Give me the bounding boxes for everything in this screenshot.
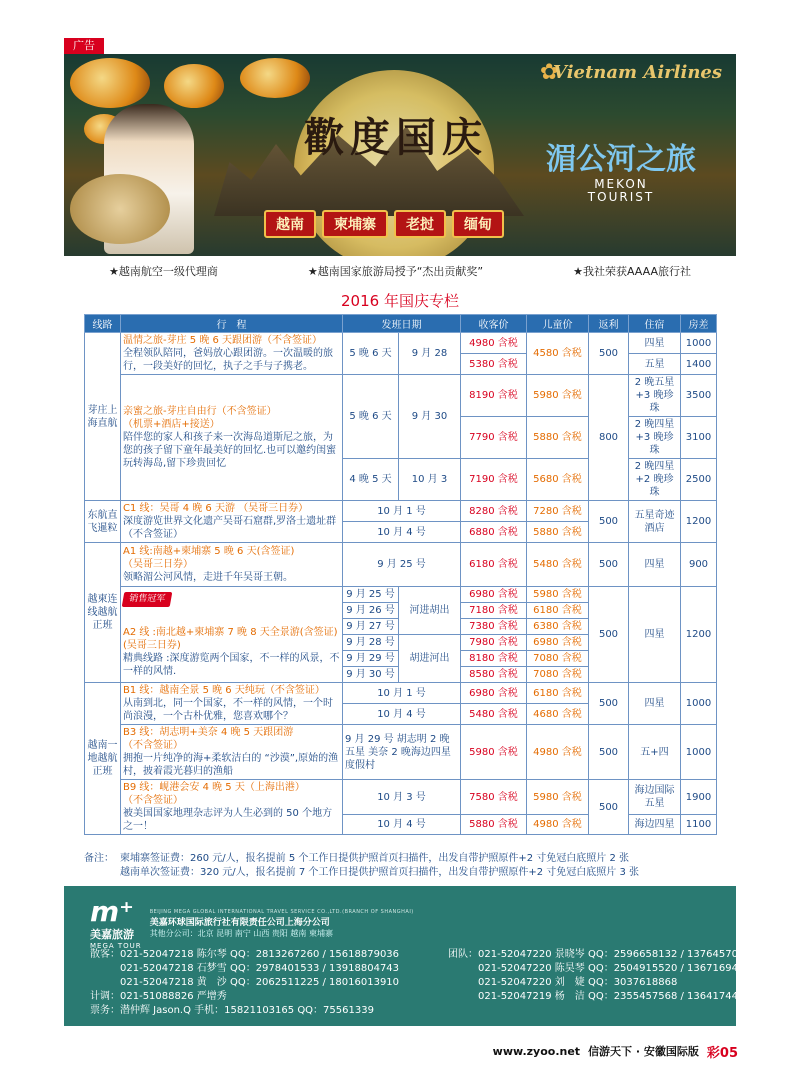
tour-title: A2 线 :南北越+柬埔寨 7 晚 8 天全景游(含签证) (吴哥三日券)	[123, 626, 338, 651]
destination-tabs	[264, 210, 504, 238]
child-price-cell: 5980 含税	[527, 375, 589, 417]
contacts-left	[90, 948, 399, 1018]
table-row	[85, 683, 717, 704]
room-diff-cell: 1400	[681, 354, 717, 375]
highlights-bar	[64, 256, 736, 286]
contacts-right	[448, 948, 757, 1004]
date-cell: 10 月 4 号	[343, 522, 461, 543]
child-price-cell: 4580 含税	[527, 333, 589, 375]
mekong-en2: TOURIST	[587, 190, 655, 204]
child-price-cell: 4680 含税	[527, 704, 589, 725]
nights-cell: 5 晚 6 天	[343, 375, 399, 459]
logo-mark: m⁺	[90, 895, 134, 928]
notes-line: 柬埔寨签证费：260 元/人，报名提前 5 个工作日提供护照首页扫描件，出发自带护照原件+2 寸免冠白底照片 2 张	[120, 853, 629, 864]
room-diff-cell: 1900	[681, 780, 717, 815]
price-cell: 8190 含税	[461, 375, 527, 417]
room-diff-cell: 1100	[681, 815, 717, 835]
tour-title: B9 线：岘港会安 4 晚 5 天（上海出港）	[123, 782, 305, 793]
tour-text: 全程领队陪同，爸妈放心跟团游。一次温暖的旅行，一段美好的回忆，执子之手与子携老。	[123, 348, 333, 372]
date-cell: 9 月 25 号	[343, 587, 399, 603]
price-cell: 5480 含税	[461, 704, 527, 725]
date-cell: 10 月 3	[399, 459, 461, 501]
price-cell: 7580 含税	[461, 780, 527, 815]
tour-text: 精典线路 :深度游览两个国家，不一样的风景，不一样的风情.	[123, 652, 340, 677]
tour-title: 温情之旅-芽庄 5 晚 6 天跟团游（不含签证）	[123, 335, 323, 346]
price-cell: 7790 含税	[461, 417, 527, 459]
route-dir-cell: 河进胡出	[399, 587, 461, 635]
slogan: 信游天下 · 安徽国际版	[588, 1045, 699, 1058]
lotus-icon: ✿	[540, 60, 559, 85]
price-cell: 7380 含税	[461, 619, 527, 635]
col-header: 住宿	[629, 315, 681, 333]
tour-title: B1 线：越南全景 5 晚 6 天纯玩（不含签证）	[123, 685, 325, 696]
mekong-cn: 湄公河之旅	[546, 142, 696, 177]
notes-line: 越南单次签证费：320 元/人，报名提前 7 个工作日提供护照首页扫描件，出发自带护照原件+2 寸免冠白底照片 3 张	[120, 867, 639, 878]
hotel-cell: 五星	[629, 354, 681, 375]
price-cell: 6980 含税	[461, 587, 527, 603]
table-row	[85, 375, 717, 417]
child-price-cell: 5480 含税	[527, 543, 589, 587]
contact-row: 计调：021-51088826 严增秀	[90, 991, 227, 1002]
highlight-item: ★越南航空一级代理商	[108, 265, 218, 278]
logo-sub: MEGA TOUR	[90, 942, 142, 950]
col-header: 行 程	[121, 315, 343, 333]
route-cell: 东航直飞暹粒	[85, 501, 121, 543]
rebate-cell: 500	[589, 725, 629, 780]
table-row	[85, 780, 717, 815]
tour-text: 拥抱一片纯净的海+柔软洁白的 “沙漠”,原始的渔村，披着霞光暮归的渔船	[123, 753, 339, 777]
price-cell: 7180 含税	[461, 603, 527, 619]
date-cell: 9 月 30 号	[343, 667, 399, 683]
table-row	[85, 501, 717, 522]
price-cell: 7190 含税	[461, 459, 527, 501]
child-price-cell: 5680 含税	[527, 459, 589, 501]
date-cell: 10 月 4 号	[343, 815, 461, 835]
room-diff-cell: 900	[681, 543, 717, 587]
date-cell: 10 月 4 号	[343, 704, 461, 725]
tour-sub: （机票+酒店+接送）	[123, 419, 220, 430]
date-cell: 9 月 25 号	[343, 543, 461, 587]
child-price-cell: 5980 含税	[527, 587, 589, 603]
tour-table	[84, 314, 717, 835]
date-cell: 9 月 28 号	[343, 635, 399, 651]
tour-desc	[121, 543, 343, 587]
company-branches: 其他分公司：北京 昆明 南宁 山西 贵阳 越南 柬埔寨	[149, 929, 333, 938]
contact-row: 021-52047220 刘 婕 QQ：3037618868	[448, 977, 678, 988]
table-header-row	[85, 315, 717, 333]
route-dir-cell: 胡进河出	[399, 635, 461, 683]
child-price-cell: 5980 含税	[527, 780, 589, 815]
child-price-cell: 5880 含税	[527, 417, 589, 459]
hero-banner	[64, 54, 736, 256]
tour-text: 深度游览世界文化遗产吴哥石窟群,罗洛士遗址群 （不含签证）	[123, 516, 337, 540]
airline-logo: Vietnam Airlines	[553, 62, 722, 83]
child-price-cell: 7080 含税	[527, 667, 589, 683]
child-price-cell: 7280 含税	[527, 501, 589, 522]
tour-sub: （吴哥三日券）	[123, 559, 193, 570]
table-row	[85, 587, 717, 603]
price-cell: 4980 含税	[461, 333, 527, 354]
child-price-cell: 4980 含税	[527, 815, 589, 835]
dest-myanmar: 缅甸	[452, 210, 504, 238]
child-price-cell: 6980 含税	[527, 635, 589, 651]
price-cell: 5380 含税	[461, 354, 527, 375]
price-cell: 6980 含税	[461, 683, 527, 704]
rebate-cell: 500	[589, 780, 629, 835]
room-diff-cell: 3100	[681, 417, 717, 459]
rebate-cell: 800	[589, 375, 629, 501]
date-cell: 9 月 30	[399, 375, 461, 459]
notes	[84, 852, 724, 880]
ad-tag: 广告	[64, 38, 104, 54]
room-diff-cell: 3500	[681, 375, 717, 417]
mekong-en1: MEKON	[594, 177, 648, 191]
lantern-graphic	[70, 58, 150, 108]
col-header: 收客价	[461, 315, 527, 333]
room-diff-cell: 1200	[681, 587, 717, 683]
tour-text: 领略湄公河风情，走进千年吴哥王朝。	[123, 572, 293, 583]
tour-title: A1 线:南越+柬埔寨 5 晚 6 天(含签证)	[123, 546, 295, 557]
tour-desc	[121, 725, 343, 780]
hotel-cell: 2 晚四星 +2 晚珍珠	[629, 459, 681, 501]
company-en: BEIJING MEGA GLOBAL INTERNATIONAL TRAVEL SERVICE CO.,LTD.(BRANCH OF SHANGHAI)	[149, 909, 414, 915]
hotel-cell: 四星	[629, 543, 681, 587]
price-cell: 5880 含税	[461, 815, 527, 835]
highlight-item: ★越南国家旅游局授予“杰出贡献奖”	[307, 265, 484, 278]
tour-desc	[121, 780, 343, 835]
tour-desc	[121, 501, 343, 543]
child-price-cell: 6180 含税	[527, 603, 589, 619]
room-diff-cell: 2500	[681, 459, 717, 501]
tour-title: 亲蜜之旅-芽庄自由行（不含签证）	[123, 406, 277, 417]
child-price-cell: 4980 含税	[527, 725, 589, 780]
contact-row: 021-52047218 石梦雪 QQ：2978401533 / 13918804743	[90, 963, 400, 974]
highlight-item: ★我社荣获AAAA旅行社	[573, 265, 691, 278]
contact-row: 散客：021-52047218 陈尔琴 QQ：2813267260 / 15618879036	[90, 949, 400, 960]
page-number: 彩05	[706, 1045, 738, 1061]
hotel-cell: 2 晚五星 +3 晚珍珠	[629, 375, 681, 417]
tour-desc	[121, 683, 343, 725]
contact-row: 021-52047220 陈昊琴 QQ：2504915520 / 13671694155	[448, 963, 758, 974]
tour-text: 从南到北，同一个国家，不一样的风情，一个时尚浪漫，一个古朴优雅，您喜欢哪个？	[123, 698, 333, 722]
date-cell: 10 月 1 号	[343, 501, 461, 522]
child-price-cell: 7080 含税	[527, 651, 589, 667]
price-cell: 8180 含税	[461, 651, 527, 667]
lantern-graphic	[240, 58, 310, 98]
date-cell: 9 月 29 号 胡志明 2 晚五星 美奈 2 晚海边四星度假村	[343, 725, 461, 780]
dest-cambodia: 柬埔寨	[322, 210, 388, 238]
nights-cell: 5 晚 6 天	[343, 333, 399, 375]
hotel-cell: 海边国际五星	[629, 780, 681, 815]
rebate-cell: 500	[589, 501, 629, 543]
hotel-cell: 四星	[629, 587, 681, 683]
table-row	[85, 543, 717, 587]
hotel-cell: 海边四星	[629, 815, 681, 835]
hotel-cell: 四星	[629, 333, 681, 354]
rebate-cell: 500	[589, 333, 629, 375]
col-header: 房差	[681, 315, 717, 333]
room-diff-cell: 1000	[681, 333, 717, 354]
date-cell: 9 月 27 号	[343, 619, 399, 635]
child-price-cell: 5880 含税	[527, 522, 589, 543]
dest-laos: 老挝	[394, 210, 446, 238]
hotel-cell: 五+四	[629, 725, 681, 780]
col-header: 返利	[589, 315, 629, 333]
table-row	[85, 333, 717, 354]
rebate-cell: 500	[589, 543, 629, 587]
section-title: 2016 年国庆专栏	[341, 292, 459, 310]
mega-tour-logo	[90, 895, 142, 950]
date-cell: 9 月 26 号	[343, 603, 399, 619]
notes-label: 备注：	[84, 853, 114, 864]
col-header: 线路	[85, 315, 121, 333]
contact-row: 021-52047218 黄 沙 QQ：2062511225 / 18016013910	[90, 977, 400, 988]
conical-hat-graphic	[70, 174, 170, 244]
nights-cell: 4 晚 5 天	[343, 459, 399, 501]
price-cell: 6880 含税	[461, 522, 527, 543]
logo-name: 美嘉旅游	[90, 928, 134, 941]
tour-desc	[121, 587, 343, 683]
tour-title: C1 线：吴哥 4 晚 6 天游 （吴哥三日券）	[123, 503, 309, 514]
hotel-cell: 2 晚四星 +3 晚珍珠	[629, 417, 681, 459]
room-diff-cell: 1000	[681, 725, 717, 780]
footer-contact	[64, 886, 758, 1026]
date-cell: 10 月 3 号	[343, 780, 461, 815]
table-row	[85, 725, 717, 780]
date-cell: 9 月 29 号	[343, 651, 399, 667]
child-price-cell: 6380 含税	[527, 619, 589, 635]
tour-sub: （不含签证）	[123, 795, 183, 806]
contact-row: 021-52047219 杨 洁 QQ：2355457568 / 13641744331	[448, 991, 758, 1002]
contact-row: 票务：潜仲辉 Jason.Q 手机：15821103165 QQ：75561339	[90, 1005, 374, 1016]
tour-text: 陪伴您的家人和孩子来一次海岛道斯尼之旅，为您的孩子留下童年最美好的回忆.也可以邀约闺蜜玩转海岛,留下珍贵回忆	[123, 432, 337, 469]
mekong-tourist-logo	[546, 134, 696, 204]
price-cell: 8580 含税	[461, 667, 527, 683]
route-cell: 越南一地越航正班	[85, 683, 121, 835]
price-cell: 5980 含税	[461, 725, 527, 780]
room-diff-cell: 1000	[681, 683, 717, 725]
rebate-cell: 500	[589, 587, 629, 683]
hotel-cell: 五星奇迹酒店	[629, 501, 681, 543]
tour-desc	[121, 333, 343, 375]
child-price-cell: 6180 含税	[527, 683, 589, 704]
company-cn: 美嘉环球国际旅行社有限责任公司上海分公司	[149, 918, 330, 928]
tour-sub: （不含签证）	[123, 740, 183, 751]
dest-vietnam: 越南	[264, 210, 316, 238]
hero-title: 歡度国庆	[304, 114, 488, 161]
contact-row: 团队：021-52047220 景晓岑 QQ：2596658132 / 13764570896	[448, 949, 758, 960]
date-cell: 10 月 1 号	[343, 683, 461, 704]
tour-text: 被美国国家地理杂志评为人生必到的 50 个地方之一！	[123, 808, 333, 832]
company-block	[90, 895, 414, 950]
room-diff-cell: 1200	[681, 501, 717, 543]
tour-title: B3 线：胡志明+美奈 4 晚 5 天跟团游	[123, 727, 294, 738]
hotel-cell: 四星	[629, 683, 681, 725]
price-cell: 6180 含税	[461, 543, 527, 587]
bottom-bar	[0, 1042, 800, 1060]
lantern-graphic	[164, 64, 224, 108]
tour-desc	[121, 375, 343, 501]
col-header: 发班日期	[343, 315, 461, 333]
price-cell: 7980 含税	[461, 635, 527, 651]
route-cell: 越柬连线越航正班	[85, 543, 121, 683]
rebate-cell: 500	[589, 683, 629, 725]
date-cell: 9 月 28	[399, 333, 461, 375]
price-cell: 8280 含税	[461, 501, 527, 522]
website-link[interactable]: www.zyoo.net	[492, 1044, 581, 1058]
col-header: 儿童价	[527, 315, 589, 333]
best-seller-badge: 销售冠军	[122, 592, 173, 607]
route-cell: 芽庄上海直航	[85, 333, 121, 501]
